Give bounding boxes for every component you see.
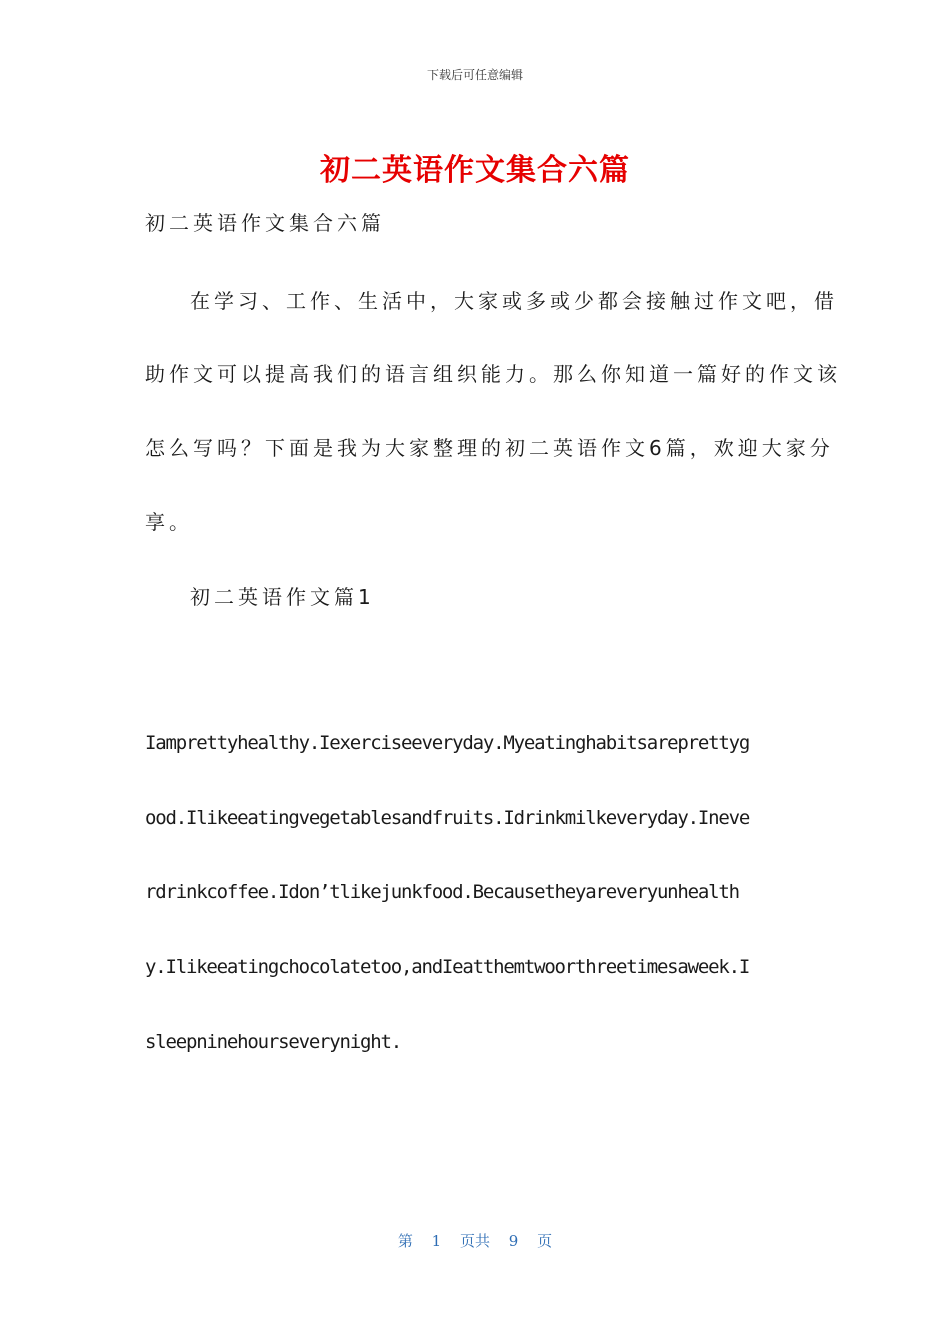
essay-line-5: sleepninehourseverynight. xyxy=(145,1031,401,1053)
intro-line-2: 助作文可以提高我们的语言组织能力。那么你知道一篇好的作文该 xyxy=(145,362,841,386)
intro-line-3: 怎么写吗？下面是我为大家整理的初二英语作文6篇，欢迎大家分 xyxy=(145,436,834,460)
essay-line-1: Iamprettyhealthy.Iexerciseeveryday.Myeatinghabitsareprettyg xyxy=(145,732,750,754)
essay-line-2: ood.Ilikeeatingvegetablesandfruits.Idrinkmilkeveryday.Ineve xyxy=(145,807,750,829)
subtitle: 初二英语作文集合六篇 xyxy=(145,211,385,235)
intro-line-1: 在学习、工作、生活中，大家或多或少都会接触过作文吧，借 xyxy=(190,289,838,313)
essay-line-3: rdrinkcoffee.Idon’tlikejunkfood.Becausetheyareveryunhealth xyxy=(145,881,739,903)
essay-line-4: y.Ilikeeatingchocolatetoo,andIeatthemtwoorthreetimesaweek.I xyxy=(145,956,750,978)
header-note: 下载后可任意编辑 xyxy=(426,68,523,82)
section-heading: 初二英语作文篇1 xyxy=(190,585,375,609)
document-title: 初二英语作文集合六篇 xyxy=(320,153,630,188)
page-footer: 第 1 页共 9 页 xyxy=(397,1232,553,1250)
intro-line-4: 享。 xyxy=(145,510,193,534)
